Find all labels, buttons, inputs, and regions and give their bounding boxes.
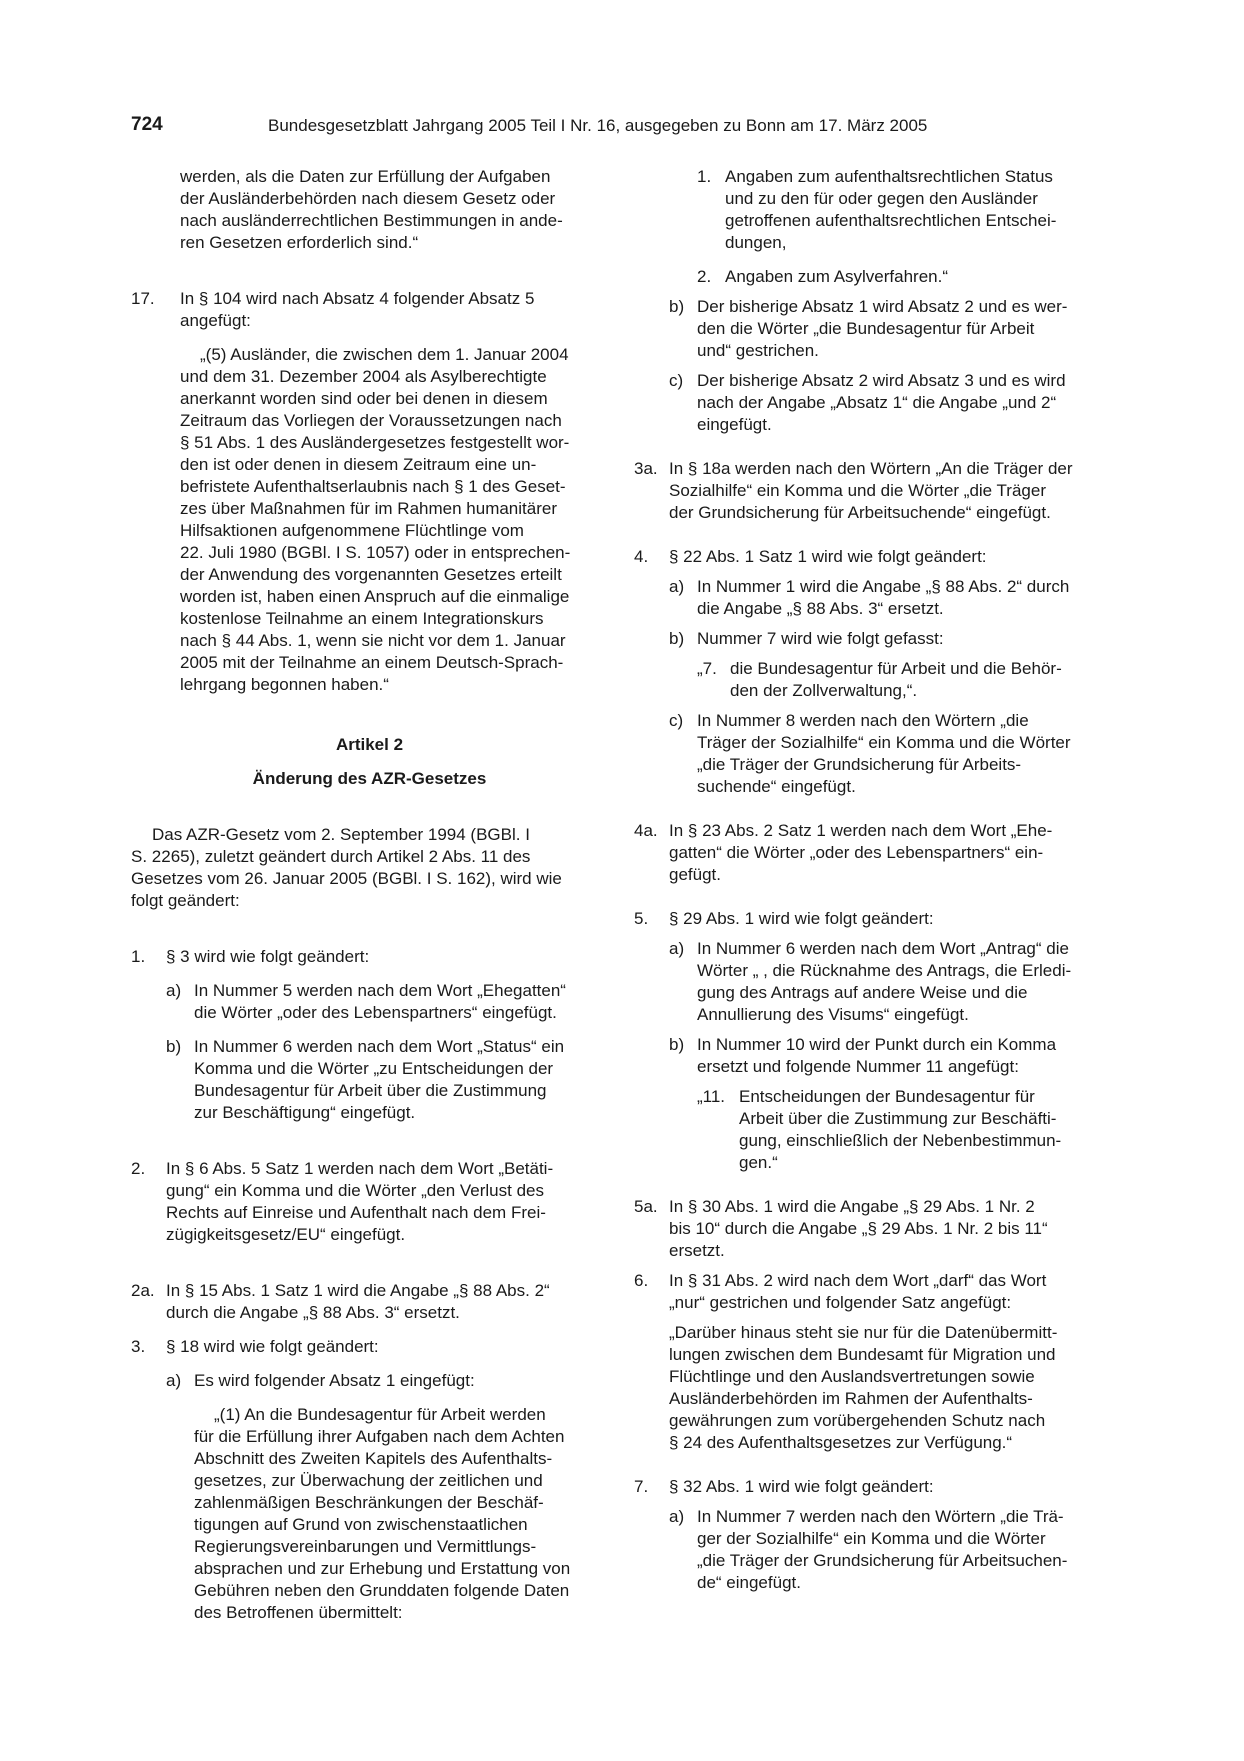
intro-paragraph <box>180 166 608 254</box>
text-line: Träger der Sozialhilfe“ ein Komma und die Wörter <box>697 733 1071 752</box>
text-line: eingefügt. <box>697 415 772 434</box>
text-line: In § 31 Abs. 2 wird nach dem Wort „darf“ das Wort <box>669 1271 1047 1290</box>
text-line: „die Träger der Grundsicherung für Arbeits- <box>697 755 1022 774</box>
subitem-a <box>669 1506 1112 1594</box>
text-line: 22. Juli 1980 (BGBl. I S. 1057) oder in entsprechen- <box>180 543 571 562</box>
text-line: gen.“ <box>739 1153 778 1172</box>
text-line: des Betroffenen übermittelt: <box>194 1603 403 1622</box>
text-line: zes über Maßnahmen für im Rahmen humanitärer <box>180 499 557 518</box>
text-line: anerkannt worden sind oder bei denen in diesem <box>180 389 548 408</box>
text-line: Annullierung des Visums“ eingefügt. <box>697 1005 969 1024</box>
text-line: „(5) Ausländer, die zwischen dem 1. Januar 2004 <box>200 345 569 364</box>
subitem-c <box>669 710 1112 798</box>
text-line: die Bundesagentur für Arbeit und die Behör- <box>730 659 1062 678</box>
item-number: 3a. <box>634 459 658 478</box>
text-line: lungen zwischen dem Bundesamt für Migration und <box>669 1345 1056 1364</box>
text-line: de“ eingefügt. <box>697 1573 801 1592</box>
text-line: durch die Angabe „§ 88 Abs. 3“ ersetzt. <box>166 1303 460 1322</box>
text-line: kostenlose Teilnahme an einem Integrationskurs <box>180 609 544 628</box>
text-line: tigungen auf Grund von zwischenstaatlichen <box>194 1515 528 1534</box>
subitem-text: Es wird folgender Absatz 1 eingefügt: <box>194 1371 475 1390</box>
item-5a <box>634 1196 1112 1262</box>
item-4a <box>634 820 1112 886</box>
text-line: der Anwendung des vorgenannten Gesetzes erteilt <box>180 565 562 584</box>
text-line: bis 10“ durch die Angabe „§ 29 Abs. 1 Nr. 2 bis 11“ <box>669 1219 1048 1238</box>
text-line: S. 2265), zuletzt geändert durch Artikel 2 Abs. 11 des <box>131 847 531 866</box>
article-title: Artikel 2 <box>335 735 404 754</box>
text-line: „die Träger der Grundsicherung für Arbeitsuchen- <box>697 1551 1068 1570</box>
text-line: gung“ ein Komma und die Wörter „den Verlust des <box>166 1181 544 1200</box>
subitem-text: Nummer 7 wird wie folgt gefasst: <box>697 629 944 648</box>
text-line: der Ausländerbehörden nach diesem Gesetz oder <box>180 189 556 208</box>
text-line: „Darüber hinaus steht sie nur für die Datenübermitt- <box>669 1323 1058 1342</box>
text-line: Komma und die Wörter „zu Entscheidungen der <box>194 1059 554 1078</box>
text-line: Angaben zum Asylverfahren.“ <box>725 267 949 286</box>
subitem-label: a) <box>669 1507 685 1526</box>
item-2a <box>131 1280 608 1324</box>
text-line: Hilfsaktionen aufgenommene Flüchtlinge vom <box>180 521 524 540</box>
text-line: den der Zollverwaltung,“. <box>730 681 918 700</box>
item-2 <box>131 1158 608 1246</box>
item-5 <box>634 908 1112 1174</box>
text-line: Ausländerbehörden im Rahmen der Aufenthalts- <box>669 1389 1033 1408</box>
subitem-a <box>166 1370 608 1392</box>
text-line: und zu den für oder gegen den Ausländer <box>725 189 1038 208</box>
text-line: In § 23 Abs. 2 Satz 1 werden nach dem Wort „Ehe- <box>669 821 1053 840</box>
text-line: gefügt. <box>669 865 721 884</box>
text-line: Zeitraum das Vorliegen der Voraussetzungen nach <box>180 411 562 430</box>
text-line: Das AZR-Gesetz vom 2. September 1994 (BGBl. I <box>152 825 530 844</box>
text-line: Gebühren neben den Grunddaten folgende Daten <box>194 1581 570 1600</box>
subitem-label: c) <box>669 371 684 390</box>
quoted-paragraph <box>180 344 608 696</box>
text-line: In Nummer 8 werden nach den Wörtern „die <box>697 711 1029 730</box>
item-4 <box>634 546 1112 798</box>
text-line: zügigkeitsgesetz/EU“ eingefügt. <box>166 1225 406 1244</box>
text-line: folgt geändert: <box>131 891 240 910</box>
text-line: für die Erfüllung ihrer Aufgaben nach dem Achten <box>194 1427 565 1446</box>
text-line: und dem 31. Dezember 2004 als Asylberechtigte <box>180 367 547 386</box>
text-line: In Nummer 7 werden nach den Wörtern „die Trä- <box>697 1507 1064 1526</box>
item-number: 4a. <box>634 821 658 840</box>
text-line: In Nummer 6 werden nach dem Wort „Antrag“ die <box>697 939 1069 958</box>
text-line: suchende“ eingefügt. <box>697 777 856 796</box>
item-number: 3. <box>131 1337 146 1356</box>
text-line: den ist oder denen in diesem Zeitraum eine un- <box>180 455 537 474</box>
text-line: gewährungen zum vorübergehenden Schutz nach <box>669 1411 1046 1430</box>
text-line: 2005 mit der Teilnahme an einem Deutsch-Sprach- <box>180 653 564 672</box>
text-line: Regierungsvereinbarungen und Vermittlungs- <box>194 1537 537 1556</box>
left-column <box>131 166 608 1624</box>
item-3 <box>131 1336 608 1624</box>
item-3a <box>634 458 1112 524</box>
text-line: gesetzes, zur Überwachung der zeitlichen und <box>194 1471 543 1490</box>
item-number: 6. <box>634 1271 649 1290</box>
text-line: angefügt: <box>180 311 251 330</box>
text-line: „(1) An die Bundesagentur für Arbeit werden <box>214 1405 546 1424</box>
text-line: gatten“ die Wörter „oder des Lebenspartners“ ein- <box>669 843 1044 862</box>
text-line: In Nummer 10 wird der Punkt durch ein Komma <box>697 1035 1057 1054</box>
text-line: In § 104 wird nach Absatz 4 folgender Absatz 5 <box>180 289 535 308</box>
text-line: Bundesagentur für Arbeit über die Zustimmung <box>194 1081 547 1100</box>
text-line: In Nummer 5 werden nach dem Wort „Ehegatten“ <box>194 981 566 1000</box>
subitem-a <box>669 938 1112 1026</box>
item-text: § 18 wird wie folgt geändert: <box>166 1337 379 1356</box>
item-text: § 29 Abs. 1 wird wie folgt geändert: <box>669 909 934 928</box>
text-line: lehrgang begonnen haben.“ <box>180 675 389 694</box>
text-line: In Nummer 6 werden nach dem Wort „Status“ ein <box>194 1037 565 1056</box>
text-line: nach der Angabe „Absatz 1“ die Angabe „und 2“ <box>697 393 1057 412</box>
list-number: 2. <box>697 267 712 286</box>
article-subtitle: Änderung des AZR-Gesetzes <box>252 769 487 788</box>
text-line: den die Wörter „die Bundesagentur für Arbeit <box>697 319 1035 338</box>
text-line: Flüchtlinge und den Auslandsvertretungen sowie <box>669 1367 1035 1386</box>
text-line: Gesetzes vom 26. Januar 2005 (BGBl. I S. 162), wird wie <box>131 869 562 888</box>
item-number: 5. <box>634 909 649 928</box>
text-line: § 24 des Aufenthaltsgesetzes zur Verfügung.“ <box>669 1433 1013 1452</box>
text-line: Rechts auf Einreise und Aufenthalt nach dem Frei- <box>166 1203 546 1222</box>
item-number: 5a. <box>634 1197 658 1216</box>
subitem-b <box>669 296 1112 362</box>
text-line: ersetzt. <box>669 1241 725 1260</box>
subitem-a <box>669 576 1112 620</box>
subitem-label: b) <box>669 297 685 316</box>
subitem-b <box>669 1034 1112 1078</box>
subitem-label: a) <box>166 1371 182 1390</box>
text-line: worden ist, haben einen Anspruch auf die einmalige <box>180 587 570 606</box>
text-line: ger der Sozialhilfe“ ein Komma und die Wörter <box>697 1529 1046 1548</box>
page-number: 724 <box>131 114 163 135</box>
text-line: dungen, <box>725 233 787 252</box>
subitem-a <box>166 980 608 1024</box>
text-line: In Nummer 1 wird die Angabe „§ 88 Abs. 2“ durch <box>697 577 1070 596</box>
text-line: befristete Aufenthaltserlaubnis nach § 1 des Geset- <box>180 477 566 496</box>
text-line: getroffenen aufenthaltsrechtlichen Entschei- <box>725 211 1057 230</box>
item-text: § 22 Abs. 1 Satz 1 wird wie folgt geändert: <box>669 547 987 566</box>
text-line: nach § 44 Abs. 1, wenn sie nicht vor dem 1. Januar <box>180 631 566 650</box>
text-line: werden, als die Daten zur Erfüllung der Aufgaben <box>180 167 551 186</box>
text-line: Abschnitt des Zweiten Kapitels des Aufenthalts- <box>194 1449 553 1468</box>
text-line: Der bisherige Absatz 1 wird Absatz 2 und es wer- <box>697 297 1068 316</box>
text-line: Arbeit über die Zustimmung zur Beschäfti- <box>739 1109 1057 1128</box>
item-7 <box>634 1476 1112 1594</box>
subitem-label: b) <box>669 1035 685 1054</box>
text-line: die Wörter „oder des Lebenspartners“ eingefügt. <box>194 1003 557 1022</box>
text-line: Entscheidungen der Bundesagentur für <box>739 1087 1035 1106</box>
text-line: § 51 Abs. 1 des Ausländergesetzes festgestellt wor- <box>180 433 570 452</box>
item-number: 4. <box>634 547 649 566</box>
subitem-label: b) <box>166 1037 182 1056</box>
quoted-paragraph <box>194 1404 608 1624</box>
subitem-label: a) <box>166 981 182 1000</box>
text-line: zur Beschäftigung“ eingefügt. <box>194 1103 416 1122</box>
item-17 <box>131 288 608 696</box>
text-line: Angaben zum aufenthaltsrechtlichen Status <box>725 167 1053 186</box>
text-line: Sozialhilfe“ ein Komma und die Wörter „die Träger <box>669 481 1046 500</box>
page-header <box>0 114 1244 138</box>
text-line: gung, einschließlich der Nebenbestimmun- <box>739 1131 1062 1150</box>
text-line: In § 18a werden nach den Wörtern „An die Träger der <box>669 459 1073 478</box>
item-text: § 3 wird wie folgt geändert: <box>166 947 370 966</box>
article-intro <box>131 824 608 912</box>
running-title: Bundesgesetzblatt Jahrgang 2005 Teil I Nr. 16, ausgegeben zu Bonn am 17. März 2005 <box>268 116 928 135</box>
text-line: gung des Antrags auf andere Weise und die <box>697 983 1028 1002</box>
list-item-2 <box>697 266 1112 288</box>
quoted-list-item-7 <box>697 658 1112 702</box>
list-number: „11. <box>697 1087 726 1106</box>
text-line: der Grundsicherung für Arbeitsuchende“ eingefügt. <box>669 503 1051 522</box>
item-6 <box>634 1270 1112 1454</box>
text-line: Wörter „ , die Rücknahme des Antrags, die Erledi- <box>697 961 1072 980</box>
text-line: ren Gesetzen erforderlich sind.“ <box>180 233 419 252</box>
subitem-c <box>669 370 1112 436</box>
text-line: nach ausländerrechtlichen Bestimmungen in ande- <box>180 211 563 230</box>
item-number: 2a. <box>131 1281 155 1300</box>
item-number: 1. <box>131 947 146 966</box>
item-number: 2. <box>131 1159 146 1178</box>
text-line: absprachen und zur Erhebung und Erstattung von <box>194 1559 571 1578</box>
list-number: 1. <box>697 167 712 186</box>
item-1 <box>131 946 608 1124</box>
text-line: die Angabe „§ 88 Abs. 3“ ersetzt. <box>697 599 944 618</box>
subitem-b <box>166 1036 608 1124</box>
quoted-paragraph <box>669 1322 1112 1454</box>
subitem-label: a) <box>669 939 685 958</box>
item-number: 17. <box>131 289 155 308</box>
text-line: In § 30 Abs. 1 wird die Angabe „§ 29 Abs. 1 Nr. 2 <box>669 1197 1035 1216</box>
quoted-list-item-11 <box>697 1086 1112 1174</box>
subitem-b <box>669 628 1112 650</box>
item-number: 7. <box>634 1477 649 1496</box>
text-line: und“ gestrichen. <box>697 341 819 360</box>
text-line: In § 15 Abs. 1 Satz 1 wird die Angabe „§ 88 Abs. 2“ <box>166 1281 550 1300</box>
text-line: Der bisherige Absatz 2 wird Absatz 3 und es wird <box>697 371 1066 390</box>
subitem-label: a) <box>669 577 685 596</box>
text-line: „nur“ gestrichen und folgender Satz angefügt: <box>669 1293 1012 1312</box>
list-number: „7. <box>697 659 717 678</box>
right-column <box>634 166 1112 1594</box>
text-line: In § 6 Abs. 5 Satz 1 werden nach dem Wort „Betäti- <box>166 1159 554 1178</box>
subitem-label: b) <box>669 629 685 648</box>
text-line: ersetzt und folgende Nummer 11 angefügt: <box>697 1057 1019 1076</box>
list-item-1 <box>697 166 1112 254</box>
item-text: § 32 Abs. 1 wird wie folgt geändert: <box>669 1477 934 1496</box>
text-line: zahlenmäßigen Beschränkungen der Beschäf- <box>194 1493 544 1512</box>
subitem-label: c) <box>669 711 684 730</box>
